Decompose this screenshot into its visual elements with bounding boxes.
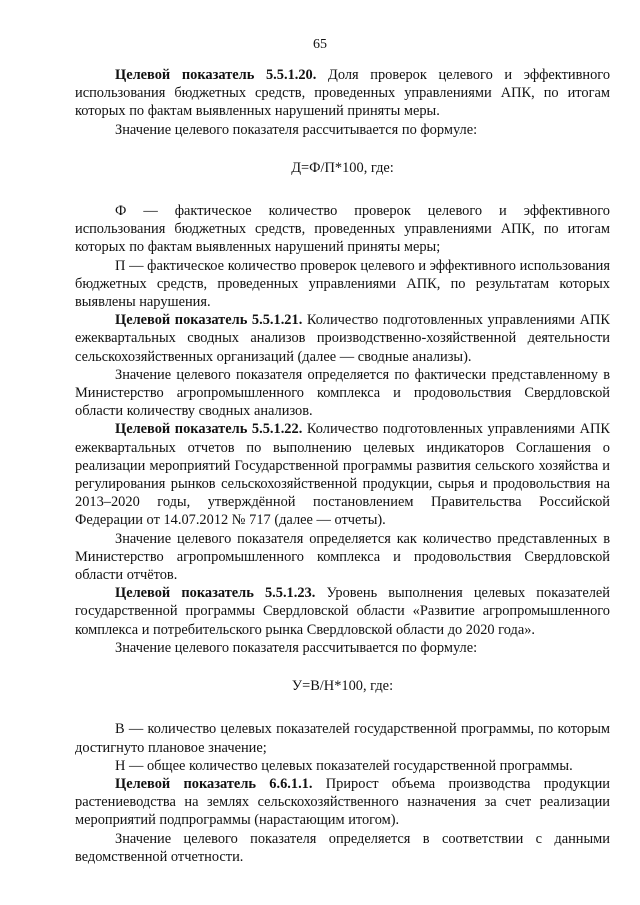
calc-note: Значение целевого показателя рассчитывается по формуле: <box>115 121 478 138</box>
definition-p: П — фактическое количество проверок целевого и эффективного использования бюджетных средств, проведенных управлениями АПК, по результатам которых выявлены нарушения. <box>75 257 610 311</box>
definition-n: Н — общее количество целевых показателей государственной программы. <box>115 757 573 774</box>
indicator-label: Целевой показатель 5.5.1.20. <box>115 67 317 83</box>
indicator-label: Целевой показатель 5.5.1.21. <box>115 312 303 329</box>
value-note: Значение целевого показателя определяется по фактически представленному в Министерство агропромышленного комплекса и продовольствия Свердловской области количеству сводных анализов. <box>75 366 610 420</box>
indicator-5-5-1-22 <box>75 420 610 529</box>
indicator-label: Целевой показатель 5.5.1.22. <box>115 421 303 438</box>
formula-d: Д=Ф/П*100, где: <box>291 159 394 176</box>
definition-v: В — количество целевых показателей государственной программы, по которым достигнуто плановое значение; <box>75 721 610 756</box>
value-note: Значение целевого показателя определяется в соответствии с данными ведомственной отчетности. <box>75 830 610 865</box>
indicator-text: Доля проверок целевого и эффективного использования бюджетных средств, проведенных управлениями АПК, по итогам которых по фактам выявленных нарушений приняты меры. <box>75 67 611 120</box>
definition-f: Ф — фактическое количество проверок целевого и эффективного использования бюджетных средств, проведенных управлениями АПК, по итогам которых по фактам выявленных нарушений приняты меры; <box>75 203 610 256</box>
indicator-6-6-1-1 <box>75 775 610 830</box>
indicator-5-5-1-23 <box>75 584 610 639</box>
indicator-5-5-1-21 <box>75 311 610 366</box>
indicator-label: Целевой показатель 6.6.1.1. <box>115 775 313 792</box>
indicator-text: Количество подготовленных управлениями АПК ежеквартальных отчетов по выполнению целевых индикаторов Соглашения о реализации мероприятий Государственной программы развития сельского хозяйства и регулирования рынков сельскохозяйственной продукции, сырья и продовольствия на 2013–2020 годы, утверждённой постановлением Правительства Российской Федерации от 14.07.2012 № 717 (далее — отчеты). <box>75 421 611 529</box>
document-body <box>75 66 610 866</box>
indicator-5-5-1-20 <box>75 66 610 121</box>
indicator-label: Целевой показатель 5.5.1.23. <box>115 585 316 602</box>
indicator-text: Количество подготовленных управлениями АПК ежеквартальных сводных анализов производственно-хозяйственной деятельности сельскохозяйственных организаций (далее — сводные анализы). <box>75 312 611 365</box>
formula-u: У=В/Н*100, где: <box>291 678 394 695</box>
calc-note: Значение целевого показателя рассчитывается по формуле: <box>115 639 478 656</box>
indicator-text: Уровень выполнения целевых показателей государственной программы Свердловской области «Развитие агропромышленного комплекса и потребительского рынка Свердловской области до 2020 года». <box>75 585 610 638</box>
indicator-text: Прирост объема производства продукции растениеводства на землях сельскохозяйственного назначения за счет реализации мероприятий подпрограммы (нарастающим итогом). <box>75 775 610 829</box>
value-note: Значение целевого показателя определяется как количество представленных в Министерство агропромышленного комплекса и продовольствия Свердловской области отчётов. <box>75 530 610 584</box>
page-number: 65 <box>313 37 327 52</box>
